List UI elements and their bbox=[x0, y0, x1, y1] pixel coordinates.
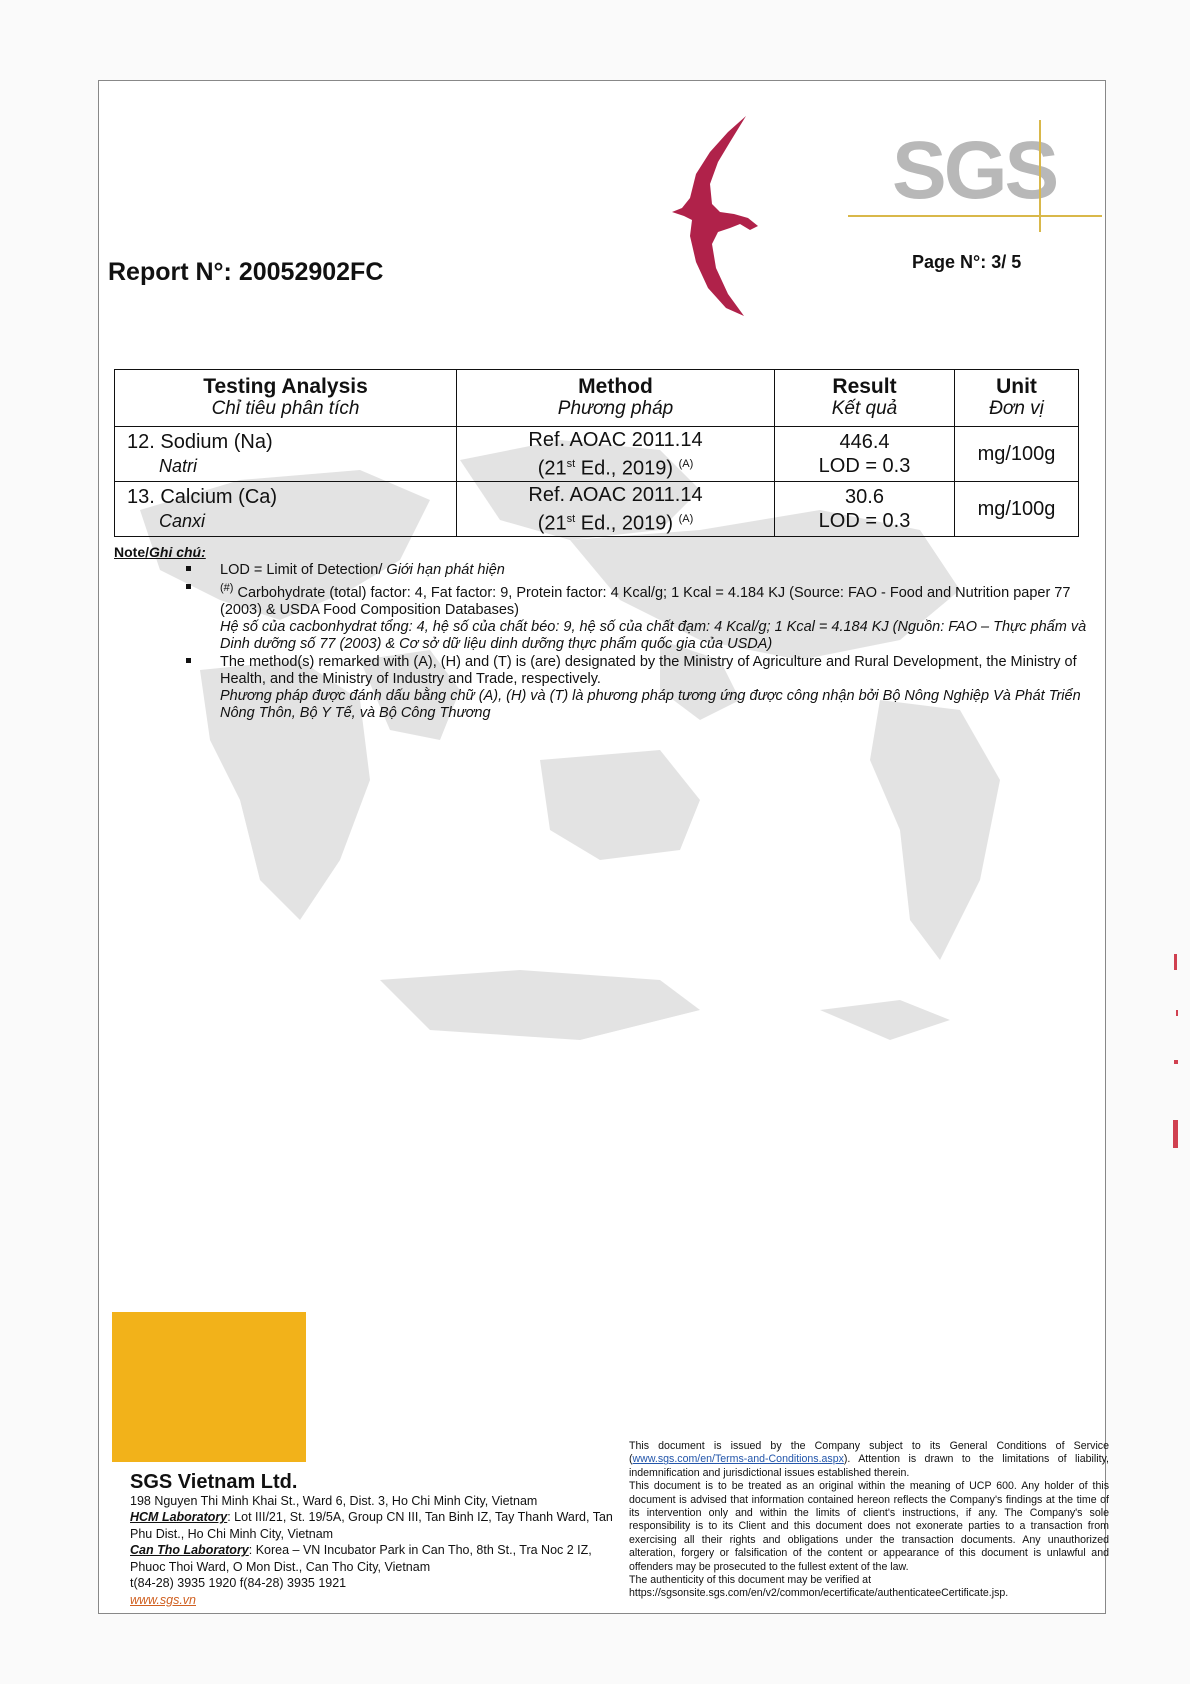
result-lod: LOD = 0.3 bbox=[818, 455, 911, 477]
company-info bbox=[130, 1471, 620, 1608]
margin-stamp-mark bbox=[1170, 950, 1184, 1160]
column-header-result bbox=[775, 370, 955, 427]
sgs-logo-text: SGS bbox=[892, 125, 1057, 216]
column-header-analysis bbox=[115, 370, 457, 427]
method-edition-pre: (21 bbox=[537, 457, 567, 480]
column-header-label: Result bbox=[832, 375, 897, 398]
notes-title-vi: Ghi chú: bbox=[149, 544, 206, 560]
note-item bbox=[114, 654, 1106, 722]
column-header-label: Testing Analysis bbox=[203, 375, 368, 398]
page-number: Page N°: 3/ 5 bbox=[912, 252, 1022, 272]
column-header-method bbox=[457, 370, 775, 427]
method-edition bbox=[457, 452, 774, 481]
legal-disclaimer bbox=[629, 1440, 1109, 1601]
eagle-logo-icon bbox=[668, 112, 768, 320]
note-text-en: LOD = Limit of Detection/ bbox=[220, 562, 387, 578]
disclaimer-text: The authenticity of this document may be verified at bbox=[629, 1574, 872, 1587]
column-header-label-vi: Chỉ tiêu phân tích bbox=[211, 398, 360, 419]
column-header-label-vi: Kết quả bbox=[831, 398, 898, 419]
unit-cell: mg/100g bbox=[955, 427, 1079, 482]
note-text-en: The method(s) remarked with (A), (H) and (T) is (are) designated by the Ministry of Agriculture and Rural Development, the Ministry of Health, and the Ministry of Industry and Trade, respectively. bbox=[220, 653, 1077, 687]
report-number: Report N°: 20052902FC bbox=[108, 258, 384, 286]
note-item bbox=[114, 562, 1106, 579]
note-item bbox=[114, 580, 1106, 653]
column-header-unit bbox=[955, 370, 1079, 427]
hcm-lab-label: HCM Laboratory bbox=[130, 1510, 228, 1524]
method-mark: (A) bbox=[678, 512, 694, 525]
method-name: Ref. AOAC 2011.14 bbox=[528, 483, 703, 506]
analysis-name: 12. Sodium (Na) bbox=[127, 431, 273, 453]
cantho-lab-address: : Korea – VN Incubator Park in Can Tho, 8th St., Tra Noc 2 IZ, Phuoc Thoi Ward, O Mon Dist., Can Tho City, Vietnam bbox=[130, 1543, 592, 1574]
method-edition-pre: (21 bbox=[537, 512, 567, 535]
disclaimer-text: This document is issued by the Company subject to its General Conditions of Service ( bbox=[629, 1440, 1109, 1466]
hcm-lab bbox=[130, 1509, 620, 1542]
note-mark: (#) bbox=[220, 582, 234, 594]
method-edition-sup: st bbox=[566, 457, 576, 470]
notes-title bbox=[114, 544, 1106, 561]
disclaimer-text: ). Attention is drawn to the limitations of liability, indemnification and jurisdictional issues established therein. bbox=[629, 1453, 1109, 1479]
company-website-link[interactable]: www.sgs.vn bbox=[130, 1592, 196, 1607]
method-cell bbox=[457, 427, 775, 482]
unit-cell: mg/100g bbox=[955, 482, 1079, 537]
column-header-label: Method bbox=[578, 375, 653, 398]
method-mark: (A) bbox=[678, 457, 694, 470]
analysis-cell bbox=[115, 427, 457, 482]
note-text bbox=[220, 562, 505, 578]
disclaimer-text: This document is to be treated as an original within the meaning of UCP 600. Any holder of this document is advised that information contained hereon reflects the Company's findings at the time of its intervention only and within the limits of client's instructions, if any. The Company's sole responsibility is to its Client and this document does not exonerate parties to a transaction from exercising all their rights and obligations under the transaction documents. Any unauthorized alteration, forgery or falsification of the content or appearance of this document is unlawful and offenders may be prosecuted to the fullest extent of the law. bbox=[629, 1480, 1109, 1573]
results-table bbox=[114, 369, 1079, 537]
method-edition-post: Ed., 2019) bbox=[575, 457, 679, 480]
result-value: 30.6 bbox=[845, 486, 884, 508]
company-address: 198 Nguyen Thi Minh Khai St., Ward 6, Dist. 3, Ho Chi Minh City, Vietnam bbox=[130, 1493, 538, 1508]
verification-url: https://sgsonsite.sgs.com/en/v2/common/ecertificate/authenticateeCertificate.jsp. bbox=[629, 1587, 1009, 1600]
note-text-en bbox=[220, 580, 1106, 619]
result-cell bbox=[775, 427, 955, 482]
column-header-label: Unit bbox=[996, 375, 1037, 398]
cantho-lab-label: Can Tho Laboratory bbox=[130, 1543, 249, 1557]
notes-title-en: Note/ bbox=[114, 544, 149, 560]
note-text-vi: Phương pháp được đánh dấu bằng chữ (A), (H) và (T) là phương pháp tương ứng được công nhận bởi Bộ Nông Nghiệp Và Phát Triển Nông Thôn, Bộ Y Tế, và Bộ Công Thương bbox=[220, 687, 1081, 721]
company-phone: t(84-28) 3935 1920 f(84-28) 3935 1921 bbox=[130, 1576, 347, 1590]
table-header-row bbox=[115, 370, 1079, 427]
analysis-name-vi: Canxi bbox=[159, 511, 206, 531]
terms-link[interactable]: www.sgs.com/en/Terms-and-Conditions.aspx bbox=[632, 1453, 844, 1466]
result-lod: LOD = 0.3 bbox=[818, 510, 911, 532]
sgs-logo bbox=[840, 120, 1102, 232]
column-header-label-vi: Phương pháp bbox=[557, 398, 674, 419]
note-text-en-body: Carbohydrate (total) factor: 4, Fat factor: 9, Protein factor: 4 Kcal/g; 1 Kcal = 4.184 KJ (Source: FAO - Food and Nutrition paper 77 (2003) & USDA Food Composition Databases) bbox=[220, 584, 1071, 618]
analysis-name: 13. Calcium (Ca) bbox=[127, 486, 278, 508]
bullet-icon bbox=[186, 584, 191, 589]
bullet-icon bbox=[186, 566, 191, 571]
note-text-vi: Hệ số của cacbonhydrat tổng: 4, hệ số của chất béo: 9, hệ số của chất đạm: 4 Kcal/g; 1 Kcal = 4.184 KJ (Nguồn: FAO – Thực phẩm và Dinh dưỡng số 77 (2003) & Cơ sở dữ liệu dinh dưỡng thực phẩm quốc gia của USDA) bbox=[220, 618, 1087, 652]
cantho-lab bbox=[130, 1542, 620, 1575]
column-header-label-vi: Đơn vị bbox=[989, 398, 1044, 419]
hcm-lab-address: : Lot III/21, St. 19/5A, Group CN III, Tan Binh IZ, Tay Thanh Ward, Tan Phu Dist., Ho Chi Minh City, Vietnam bbox=[130, 1510, 613, 1541]
table-row bbox=[115, 482, 1079, 537]
table-row bbox=[115, 427, 1079, 482]
result-cell bbox=[775, 482, 955, 537]
method-name: Ref. AOAC 2011.14 bbox=[528, 428, 703, 451]
result-value: 446.4 bbox=[839, 431, 890, 453]
bullet-icon bbox=[186, 658, 191, 663]
analysis-name-vi: Natri bbox=[159, 456, 198, 476]
analysis-cell bbox=[115, 482, 457, 537]
method-edition-sup: st bbox=[566, 512, 576, 525]
seal-stamp bbox=[112, 1312, 306, 1462]
method-cell bbox=[457, 482, 775, 537]
method-edition bbox=[457, 507, 774, 536]
company-name: SGS Vietnam Ltd. bbox=[130, 1471, 298, 1493]
method-edition-post: Ed., 2019) bbox=[575, 512, 679, 535]
notes-section bbox=[114, 544, 1106, 722]
note-text-vi: Giới hạn phát hiện bbox=[386, 562, 505, 578]
